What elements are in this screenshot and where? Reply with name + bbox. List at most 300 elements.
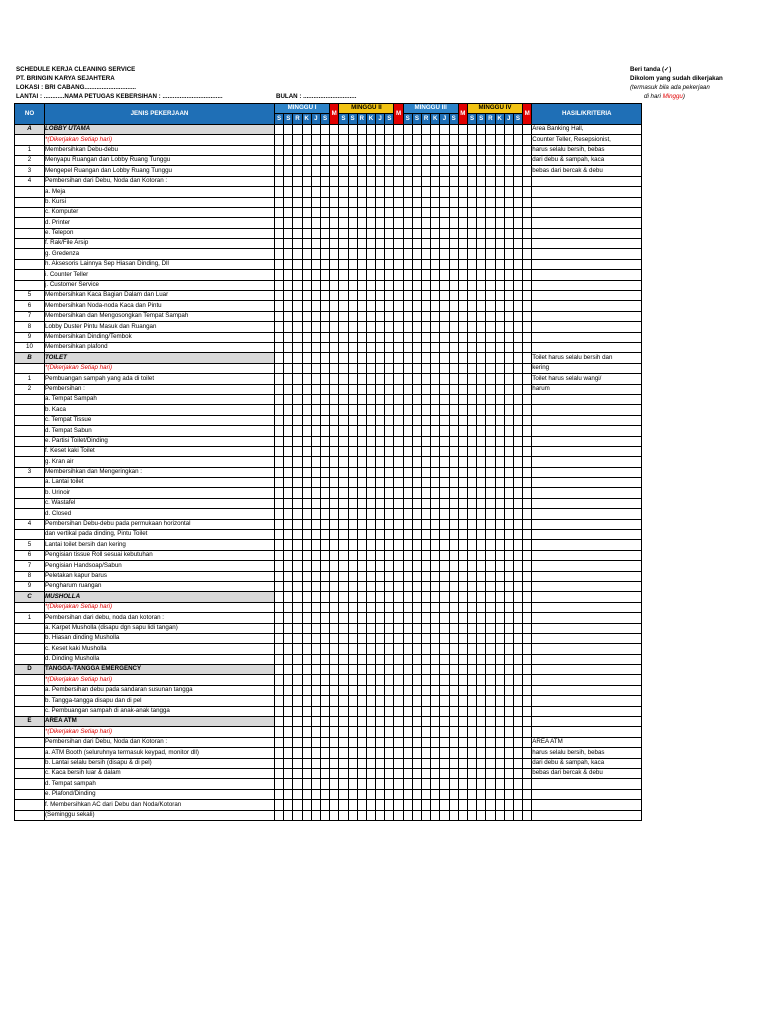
check-cell[interactable]: [385, 779, 394, 789]
check-cell[interactable]: [385, 613, 394, 623]
check-cell[interactable]: [486, 270, 495, 280]
check-cell[interactable]: [311, 166, 320, 176]
check-cell[interactable]: [284, 384, 293, 394]
check-cell[interactable]: [477, 239, 486, 249]
check-cell[interactable]: [486, 135, 495, 145]
check-cell[interactable]: [403, 405, 412, 415]
check-cell[interactable]: [339, 602, 348, 612]
check-cell[interactable]: [495, 665, 504, 675]
check-cell[interactable]: [385, 228, 394, 238]
check-cell[interactable]: [366, 592, 375, 602]
check-cell[interactable]: [431, 509, 440, 519]
check-cell[interactable]: [357, 737, 366, 747]
check-cell[interactable]: [348, 581, 357, 591]
check-cell[interactable]: [495, 758, 504, 768]
check-cell[interactable]: [486, 301, 495, 311]
check-cell[interactable]: [330, 665, 339, 675]
check-cell[interactable]: [440, 498, 449, 508]
check-cell[interactable]: [348, 561, 357, 571]
check-cell[interactable]: [366, 737, 375, 747]
check-cell[interactable]: [302, 197, 311, 207]
check-cell[interactable]: [403, 478, 412, 488]
check-cell[interactable]: [495, 633, 504, 643]
check-cell[interactable]: [403, 758, 412, 768]
check-cell[interactable]: [394, 717, 403, 727]
check-cell[interactable]: [385, 478, 394, 488]
check-cell[interactable]: [320, 249, 329, 259]
check-cell[interactable]: [523, 374, 532, 384]
check-cell[interactable]: [330, 644, 339, 654]
check-cell[interactable]: [449, 270, 458, 280]
check-cell[interactable]: [523, 706, 532, 716]
check-cell[interactable]: [504, 613, 513, 623]
check-cell[interactable]: [275, 467, 284, 477]
check-cell[interactable]: [330, 322, 339, 332]
check-cell[interactable]: [513, 685, 522, 695]
check-cell[interactable]: [293, 415, 302, 425]
check-cell[interactable]: [449, 623, 458, 633]
check-cell[interactable]: [467, 467, 476, 477]
check-cell[interactable]: [458, 374, 467, 384]
check-cell[interactable]: [431, 737, 440, 747]
check-cell[interactable]: [385, 789, 394, 799]
check-cell[interactable]: [477, 291, 486, 301]
check-cell[interactable]: [394, 592, 403, 602]
check-cell[interactable]: [504, 623, 513, 633]
check-cell[interactable]: [477, 509, 486, 519]
check-cell[interactable]: [449, 488, 458, 498]
check-cell[interactable]: [513, 124, 522, 134]
check-cell[interactable]: [293, 644, 302, 654]
check-cell[interactable]: [320, 374, 329, 384]
check-cell[interactable]: [385, 488, 394, 498]
check-cell[interactable]: [403, 270, 412, 280]
check-cell[interactable]: [348, 218, 357, 228]
check-cell[interactable]: [284, 135, 293, 145]
check-cell[interactable]: [486, 696, 495, 706]
check-cell[interactable]: [513, 415, 522, 425]
check-cell[interactable]: [320, 176, 329, 186]
check-cell[interactable]: [431, 654, 440, 664]
check-cell[interactable]: [385, 415, 394, 425]
check-cell[interactable]: [431, 270, 440, 280]
check-cell[interactable]: [330, 779, 339, 789]
check-cell[interactable]: [412, 291, 421, 301]
check-cell[interactable]: [302, 176, 311, 186]
check-cell[interactable]: [477, 228, 486, 238]
check-cell[interactable]: [440, 176, 449, 186]
check-cell[interactable]: [348, 540, 357, 550]
check-cell[interactable]: [320, 498, 329, 508]
check-cell[interactable]: [523, 550, 532, 560]
check-cell[interactable]: [486, 197, 495, 207]
check-cell[interactable]: [486, 342, 495, 352]
check-cell[interactable]: [302, 467, 311, 477]
check-cell[interactable]: [513, 706, 522, 716]
check-cell[interactable]: [311, 135, 320, 145]
check-cell[interactable]: [330, 800, 339, 810]
check-cell[interactable]: [376, 155, 385, 165]
check-cell[interactable]: [348, 769, 357, 779]
check-cell[interactable]: [403, 280, 412, 290]
check-cell[interactable]: [357, 769, 366, 779]
check-cell[interactable]: [467, 436, 476, 446]
check-cell[interactable]: [320, 197, 329, 207]
check-cell[interactable]: [376, 769, 385, 779]
check-cell[interactable]: [486, 436, 495, 446]
check-cell[interactable]: [513, 675, 522, 685]
check-cell[interactable]: [403, 374, 412, 384]
check-cell[interactable]: [449, 374, 458, 384]
check-cell[interactable]: [486, 592, 495, 602]
check-cell[interactable]: [376, 696, 385, 706]
check-cell[interactable]: [504, 239, 513, 249]
check-cell[interactable]: [467, 415, 476, 425]
check-cell[interactable]: [431, 717, 440, 727]
check-cell[interactable]: [467, 769, 476, 779]
check-cell[interactable]: [284, 727, 293, 737]
check-cell[interactable]: [449, 717, 458, 727]
check-cell[interactable]: [284, 717, 293, 727]
check-cell[interactable]: [467, 478, 476, 488]
check-cell[interactable]: [293, 218, 302, 228]
check-cell[interactable]: [477, 332, 486, 342]
check-cell[interactable]: [486, 561, 495, 571]
check-cell[interactable]: [422, 446, 431, 456]
check-cell[interactable]: [302, 540, 311, 550]
check-cell[interactable]: [302, 478, 311, 488]
check-cell[interactable]: [513, 218, 522, 228]
check-cell[interactable]: [412, 810, 421, 820]
check-cell[interactable]: [458, 384, 467, 394]
check-cell[interactable]: [523, 249, 532, 259]
check-cell[interactable]: [504, 135, 513, 145]
check-cell[interactable]: [311, 613, 320, 623]
check-cell[interactable]: [422, 706, 431, 716]
check-cell[interactable]: [513, 623, 522, 633]
check-cell[interactable]: [275, 207, 284, 217]
check-cell[interactable]: [431, 166, 440, 176]
check-cell[interactable]: [348, 166, 357, 176]
check-cell[interactable]: [357, 218, 366, 228]
check-cell[interactable]: [504, 779, 513, 789]
check-cell[interactable]: [513, 530, 522, 540]
check-cell[interactable]: [302, 748, 311, 758]
check-cell[interactable]: [376, 561, 385, 571]
check-cell[interactable]: [330, 187, 339, 197]
check-cell[interactable]: [293, 769, 302, 779]
check-cell[interactable]: [495, 727, 504, 737]
check-cell[interactable]: [431, 405, 440, 415]
check-cell[interactable]: [477, 145, 486, 155]
check-cell[interactable]: [394, 498, 403, 508]
check-cell[interactable]: [449, 124, 458, 134]
check-cell[interactable]: [495, 218, 504, 228]
check-cell[interactable]: [357, 478, 366, 488]
check-cell[interactable]: [513, 363, 522, 373]
check-cell[interactable]: [348, 519, 357, 529]
check-cell[interactable]: [477, 800, 486, 810]
check-cell[interactable]: [366, 239, 375, 249]
check-cell[interactable]: [486, 602, 495, 612]
check-cell[interactable]: [311, 717, 320, 727]
check-cell[interactable]: [320, 685, 329, 695]
check-cell[interactable]: [449, 550, 458, 560]
check-cell[interactable]: [275, 592, 284, 602]
check-cell[interactable]: [348, 498, 357, 508]
check-cell[interactable]: [385, 270, 394, 280]
check-cell[interactable]: [357, 124, 366, 134]
check-cell[interactable]: [394, 789, 403, 799]
check-cell[interactable]: [275, 270, 284, 280]
check-cell[interactable]: [311, 488, 320, 498]
check-cell[interactable]: [366, 727, 375, 737]
check-cell[interactable]: [467, 457, 476, 467]
check-cell[interactable]: [385, 530, 394, 540]
check-cell[interactable]: [284, 342, 293, 352]
check-cell[interactable]: [330, 197, 339, 207]
check-cell[interactable]: [311, 561, 320, 571]
check-cell[interactable]: [385, 467, 394, 477]
check-cell[interactable]: [385, 394, 394, 404]
check-cell[interactable]: [284, 696, 293, 706]
check-cell[interactable]: [320, 758, 329, 768]
check-cell[interactable]: [403, 446, 412, 456]
check-cell[interactable]: [330, 592, 339, 602]
check-cell[interactable]: [412, 332, 421, 342]
check-cell[interactable]: [275, 384, 284, 394]
check-cell[interactable]: [504, 509, 513, 519]
check-cell[interactable]: [385, 259, 394, 269]
check-cell[interactable]: [339, 571, 348, 581]
check-cell[interactable]: [284, 405, 293, 415]
check-cell[interactable]: [486, 155, 495, 165]
check-cell[interactable]: [348, 426, 357, 436]
check-cell[interactable]: [431, 446, 440, 456]
check-cell[interactable]: [394, 613, 403, 623]
check-cell[interactable]: [320, 633, 329, 643]
check-cell[interactable]: [458, 457, 467, 467]
check-cell[interactable]: [403, 155, 412, 165]
check-cell[interactable]: [412, 571, 421, 581]
check-cell[interactable]: [504, 332, 513, 342]
check-cell[interactable]: [293, 561, 302, 571]
check-cell[interactable]: [440, 758, 449, 768]
check-cell[interactable]: [366, 696, 375, 706]
check-cell[interactable]: [449, 446, 458, 456]
check-cell[interactable]: [495, 311, 504, 321]
check-cell[interactable]: [412, 769, 421, 779]
check-cell[interactable]: [486, 789, 495, 799]
check-cell[interactable]: [477, 737, 486, 747]
check-cell[interactable]: [284, 207, 293, 217]
check-cell[interactable]: [293, 249, 302, 259]
check-cell[interactable]: [431, 550, 440, 560]
check-cell[interactable]: [284, 124, 293, 134]
check-cell[interactable]: [412, 384, 421, 394]
check-cell[interactable]: [330, 311, 339, 321]
check-cell[interactable]: [348, 488, 357, 498]
check-cell[interactable]: [394, 228, 403, 238]
check-cell[interactable]: [366, 291, 375, 301]
check-cell[interactable]: [284, 530, 293, 540]
check-cell[interactable]: [275, 322, 284, 332]
check-cell[interactable]: [440, 800, 449, 810]
check-cell[interactable]: [412, 737, 421, 747]
check-cell[interactable]: [458, 259, 467, 269]
check-cell[interactable]: [339, 498, 348, 508]
check-cell[interactable]: [458, 135, 467, 145]
check-cell[interactable]: [385, 311, 394, 321]
check-cell[interactable]: [394, 810, 403, 820]
check-cell[interactable]: [348, 436, 357, 446]
check-cell[interactable]: [320, 769, 329, 779]
check-cell[interactable]: [376, 706, 385, 716]
check-cell[interactable]: [495, 405, 504, 415]
check-cell[interactable]: [523, 135, 532, 145]
check-cell[interactable]: [376, 789, 385, 799]
check-cell[interactable]: [357, 623, 366, 633]
check-cell[interactable]: [440, 145, 449, 155]
check-cell[interactable]: [422, 415, 431, 425]
check-cell[interactable]: [458, 363, 467, 373]
check-cell[interactable]: [431, 748, 440, 758]
check-cell[interactable]: [495, 509, 504, 519]
check-cell[interactable]: [431, 519, 440, 529]
check-cell[interactable]: [440, 623, 449, 633]
check-cell[interactable]: [385, 737, 394, 747]
check-cell[interactable]: [311, 311, 320, 321]
check-cell[interactable]: [431, 353, 440, 363]
check-cell[interactable]: [403, 717, 412, 727]
check-cell[interactable]: [284, 550, 293, 560]
check-cell[interactable]: [422, 311, 431, 321]
check-cell[interactable]: [348, 810, 357, 820]
check-cell[interactable]: [458, 426, 467, 436]
check-cell[interactable]: [523, 488, 532, 498]
check-cell[interactable]: [449, 457, 458, 467]
check-cell[interactable]: [366, 228, 375, 238]
check-cell[interactable]: [357, 727, 366, 737]
check-cell[interactable]: [293, 322, 302, 332]
check-cell[interactable]: [467, 789, 476, 799]
check-cell[interactable]: [385, 675, 394, 685]
check-cell[interactable]: [320, 550, 329, 560]
check-cell[interactable]: [275, 457, 284, 467]
check-cell[interactable]: [311, 530, 320, 540]
check-cell[interactable]: [486, 228, 495, 238]
check-cell[interactable]: [339, 706, 348, 716]
check-cell[interactable]: [311, 654, 320, 664]
check-cell[interactable]: [348, 717, 357, 727]
check-cell[interactable]: [320, 623, 329, 633]
check-cell[interactable]: [504, 301, 513, 311]
check-cell[interactable]: [320, 353, 329, 363]
check-cell[interactable]: [513, 550, 522, 560]
check-cell[interactable]: [513, 301, 522, 311]
check-cell[interactable]: [403, 332, 412, 342]
check-cell[interactable]: [339, 633, 348, 643]
check-cell[interactable]: [357, 571, 366, 581]
check-cell[interactable]: [348, 207, 357, 217]
check-cell[interactable]: [403, 228, 412, 238]
check-cell[interactable]: [394, 218, 403, 228]
check-cell[interactable]: [330, 810, 339, 820]
check-cell[interactable]: [403, 176, 412, 186]
check-cell[interactable]: [513, 436, 522, 446]
check-cell[interactable]: [330, 166, 339, 176]
check-cell[interactable]: [385, 384, 394, 394]
check-cell[interactable]: [504, 550, 513, 560]
check-cell[interactable]: [293, 748, 302, 758]
check-cell[interactable]: [449, 259, 458, 269]
check-cell[interactable]: [357, 228, 366, 238]
check-cell[interactable]: [495, 467, 504, 477]
check-cell[interactable]: [477, 550, 486, 560]
check-cell[interactable]: [275, 176, 284, 186]
check-cell[interactable]: [376, 332, 385, 342]
check-cell[interactable]: [495, 394, 504, 404]
check-cell[interactable]: [293, 530, 302, 540]
check-cell[interactable]: [412, 561, 421, 571]
check-cell[interactable]: [339, 270, 348, 280]
check-cell[interactable]: [449, 530, 458, 540]
check-cell[interactable]: [302, 394, 311, 404]
check-cell[interactable]: [523, 145, 532, 155]
check-cell[interactable]: [311, 810, 320, 820]
check-cell[interactable]: [385, 446, 394, 456]
check-cell[interactable]: [440, 665, 449, 675]
check-cell[interactable]: [339, 135, 348, 145]
check-cell[interactable]: [412, 176, 421, 186]
check-cell[interactable]: [449, 311, 458, 321]
check-cell[interactable]: [394, 644, 403, 654]
check-cell[interactable]: [348, 176, 357, 186]
check-cell[interactable]: [302, 789, 311, 799]
check-cell[interactable]: [504, 155, 513, 165]
check-cell[interactable]: [366, 363, 375, 373]
check-cell[interactable]: [330, 561, 339, 571]
check-cell[interactable]: [302, 613, 311, 623]
check-cell[interactable]: [495, 478, 504, 488]
check-cell[interactable]: [449, 239, 458, 249]
check-cell[interactable]: [477, 717, 486, 727]
check-cell[interactable]: [523, 675, 532, 685]
check-cell[interactable]: [275, 446, 284, 456]
check-cell[interactable]: [320, 259, 329, 269]
check-cell[interactable]: [477, 353, 486, 363]
check-cell[interactable]: [366, 353, 375, 363]
check-cell[interactable]: [486, 394, 495, 404]
check-cell[interactable]: [431, 187, 440, 197]
check-cell[interactable]: [440, 218, 449, 228]
check-cell[interactable]: [412, 789, 421, 799]
check-cell[interactable]: [513, 633, 522, 643]
check-cell[interactable]: [504, 394, 513, 404]
check-cell[interactable]: [504, 748, 513, 758]
check-cell[interactable]: [449, 769, 458, 779]
check-cell[interactable]: [348, 550, 357, 560]
check-cell[interactable]: [385, 540, 394, 550]
check-cell[interactable]: [449, 685, 458, 695]
check-cell[interactable]: [275, 280, 284, 290]
check-cell[interactable]: [467, 488, 476, 498]
check-cell[interactable]: [486, 810, 495, 820]
check-cell[interactable]: [504, 675, 513, 685]
check-cell[interactable]: [403, 363, 412, 373]
check-cell[interactable]: [385, 457, 394, 467]
check-cell[interactable]: [403, 301, 412, 311]
